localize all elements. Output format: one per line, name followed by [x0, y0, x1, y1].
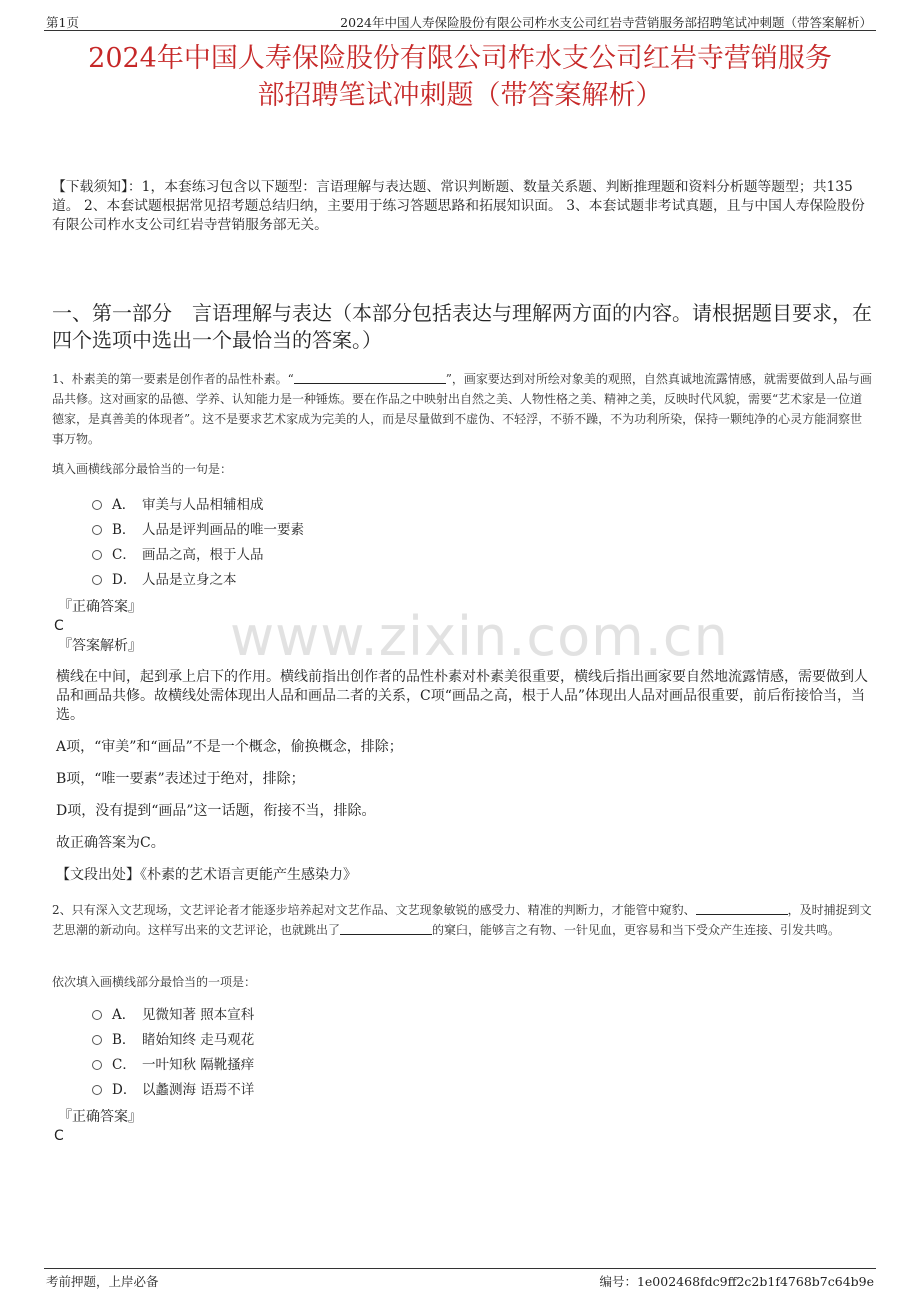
radio-icon[interactable]	[92, 1060, 102, 1070]
question-1-text-a: 1、朴素美的第一要素是创作者的品性朴素。“	[52, 372, 294, 386]
section-heading: 一、第一部分 言语理解与表达（本部分包括表达与理解两方面的内容。请根据题目要求，在四个选项中选出一个最恰当的答案。）	[52, 301, 872, 352]
question-1-blank	[294, 371, 446, 384]
question-1-option-d[interactable]: D． 人品是立身之本	[92, 571, 237, 589]
question-1-text	[52, 369, 874, 449]
question-2-option-d[interactable]: D． 以蠡测海 语焉不详	[92, 1081, 254, 1099]
question-1-source: 【文段出处】《朴素的艺术语言更能产生感染力》	[56, 867, 357, 883]
title-line-2: 部招聘笔试冲刺题（带答案解析）	[257, 80, 663, 111]
radio-icon[interactable]	[92, 525, 102, 535]
question-2-answer-label: 『正确答案』	[58, 1109, 142, 1125]
header-doc-title: 2024年中国人寿保险股份有限公司柞水支公司红岩寺营销服务部招聘笔试冲刺题（带答案解析）	[340, 15, 872, 30]
question-2-option-b[interactable]: B． 睹始知终 走马观花	[92, 1031, 254, 1049]
question-1-text-b: ”，画家要达到对所绘对象美的观照，自然真诚地流露情感，就需要做到人品与画品共修。这对画家的品德、学养、认知能力是一种锤炼。要在作品之中映射出自然之美、人物性格之美、精神之美，反映时代风貌，需要“艺术家是一位道德家，是真善美的体现者”。这不是要求艺术家成为完美的人，而是尽量做到不虚伪、不轻浮，不骄不躁，不为功利所染，保持一颗纯净的心灵方能洞察世事万物。	[52, 372, 872, 446]
question-2-prompt: 依次填入画横线部分最恰当的一项是：	[52, 975, 257, 989]
radio-icon[interactable]	[92, 500, 102, 510]
question-1-analysis-a: A项，“审美”和“画品”不是一个概念，偷换概念，排除；	[56, 739, 403, 755]
question-1-analysis-d: D项，没有提到“画品”这一话题，衔接不当，排除。	[56, 803, 376, 819]
question-1-analysis-label: 『答案解析』	[58, 638, 142, 654]
footer-slogan: 考前押题，上岸必备	[46, 1274, 159, 1289]
question-2-text-c: 的窠臼，能够言之有物、一针见血，更容易和当下受众产生连接、引发共鸣。	[432, 923, 841, 937]
question-1-analysis-paragraph: 横线在中间，起到承上启下的作用。横线前指出创作者的品性朴素对朴素美很重要，横线后指出画家要自然地流露情感，需要做到人品和画品共修。故横线处需体现出人品和画品二者的关系，C项“画品之高，根于人品”体现出人品对画品很重要，前后衔接恰当，当选。	[56, 669, 868, 723]
radio-icon[interactable]	[92, 1035, 102, 1045]
question-2-blank-1	[696, 902, 788, 915]
page-footer	[44, 1268, 876, 1289]
question-2-blank-2	[340, 922, 432, 935]
question-1-option-a[interactable]: A． 审美与人品相辅相成	[92, 496, 264, 514]
footer-doc-id: 编号：1e002468fdc9ff2c2b1f4768b7c64b9e	[599, 1274, 874, 1289]
question-1-answer: C	[54, 618, 64, 634]
question-1-option-c[interactable]: C． 画品之高，根于人品	[92, 546, 264, 564]
question-1-answer-label: 『正确答案』	[58, 599, 142, 615]
question-2-text	[52, 900, 874, 940]
question-1-option-b[interactable]: B． 人品是评判画品的唯一要素	[92, 521, 304, 539]
download-notice: 【下载须知】：1，本套练习包含以下题型：言语理解与表达题、常识判断题、数量关系题、判断推理题和资料分析题等题型；共135道。 2、本套试题根据常见招考题总结归纳，主要用于练习答题思路和拓展知识面。 3、本套试题非考试真题，且与中国人寿保险股份有限公司柞水支公司红岩寺营销服务部无关。	[52, 179, 865, 233]
question-2-answer: C	[54, 1128, 64, 1144]
page-number: 第1页	[46, 15, 79, 30]
question-1-analysis-b: B项，“唯一要素”表述过于绝对，排除；	[56, 771, 305, 787]
radio-icon[interactable]	[92, 550, 102, 560]
question-2-text-b: ，及时捕捉到文艺思潮的新动向。这样写出来的文艺评论，也就跳出了	[52, 903, 872, 937]
radio-icon[interactable]	[92, 1085, 102, 1095]
watermark: www.zixin.com.cn	[230, 605, 729, 668]
page-header	[44, 10, 876, 31]
question-2-text-a: 2、只有深入文艺现场，文艺评论者才能逐步培养起对文艺作品、文艺现象敏锐的感受力、精准的判断力，才能管中窥豹、	[52, 903, 696, 917]
page-title	[40, 40, 880, 114]
radio-icon[interactable]	[92, 1010, 102, 1020]
radio-icon[interactable]	[92, 575, 102, 585]
question-2-option-a[interactable]: A． 见微知著 照本宣科	[92, 1006, 254, 1024]
question-1-prompt: 填入画横线部分最恰当的一句是：	[52, 462, 233, 476]
question-2-option-c[interactable]: C． 一叶知秋 隔靴搔痒	[92, 1056, 254, 1074]
title-line-1: 2024年中国人寿保险股份有限公司柞水支公司红岩寺营销服务	[88, 43, 832, 74]
question-1-conclusion: 故正确答案为C。	[56, 835, 165, 851]
